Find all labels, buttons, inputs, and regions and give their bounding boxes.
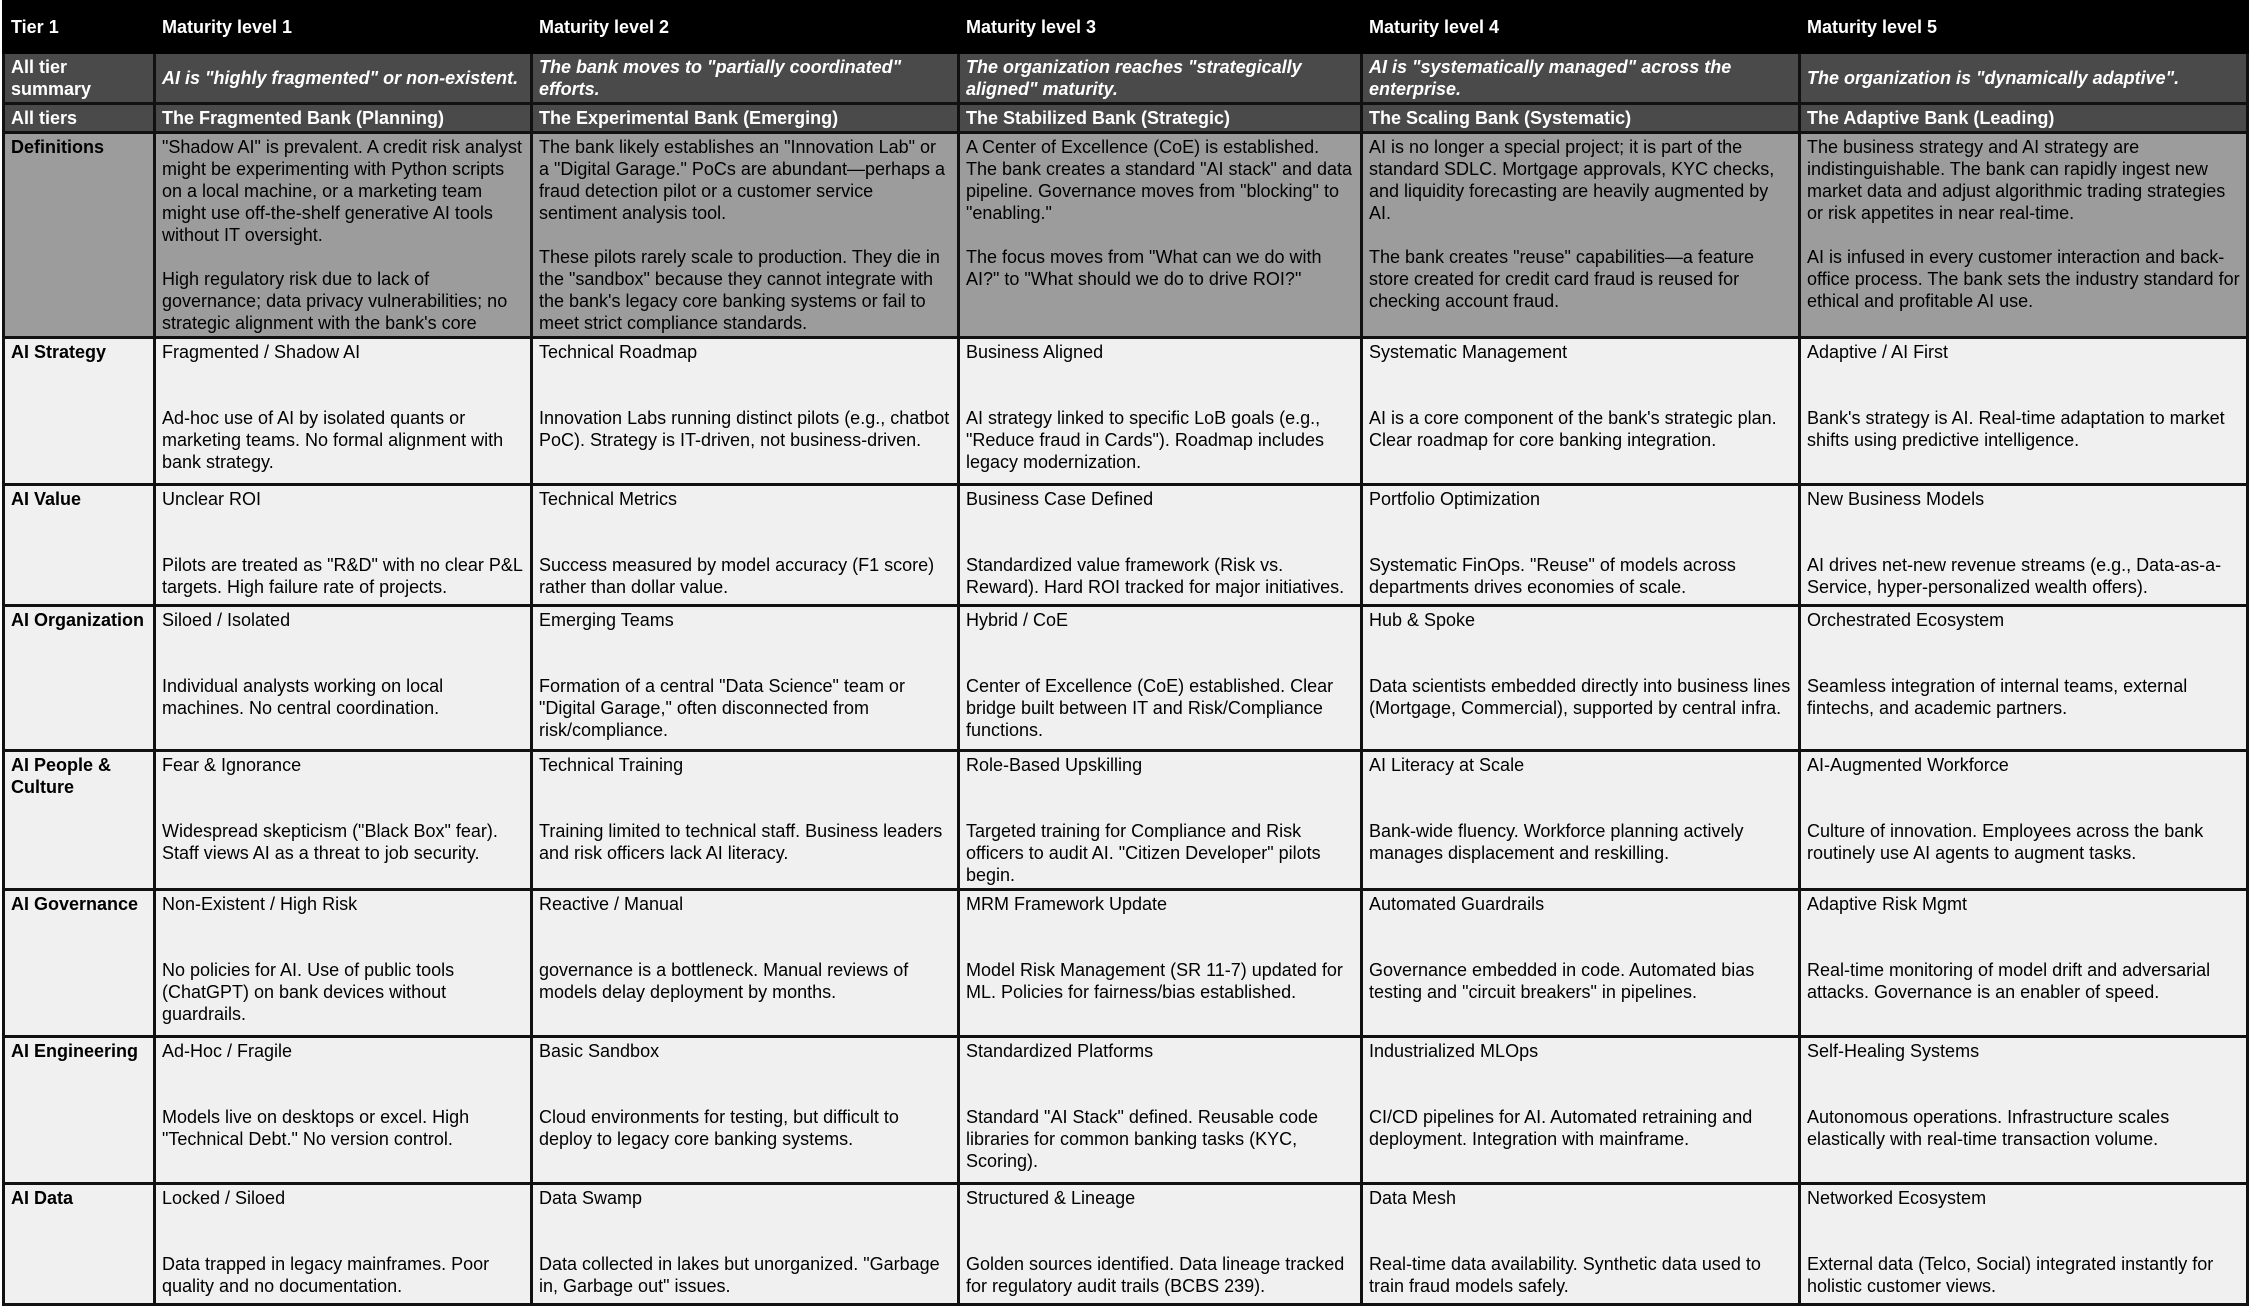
definition-paragraph: High regulatory risk due to lack of governance; data privacy vulnerabilities; no strategic alignment with the bank's core	[162, 269, 508, 333]
definition-cell	[532, 133, 959, 338]
cell-description: Success measured by model accuracy (F1 score) rather than dollar value.	[539, 555, 935, 597]
dimension-label: AI Engineering	[4, 1037, 155, 1184]
cell-description: Real-time monitoring of model drift and adversarial attacks. Governance is an enabler of speed.	[1807, 960, 2211, 1002]
cell-title: Technical Roadmap	[539, 342, 698, 362]
cell-description: AI drives net-new revenue streams (e.g., Data-as-a-Service, hyper-personalized wealth offers).	[1807, 555, 2222, 597]
cell-description: Formation of a central "Data Science" team or "Digital Garage," often disconnected from risk/compliance.	[539, 676, 905, 740]
ai-engineering-row	[4, 1037, 2248, 1184]
dimension-label: AI Organization	[4, 606, 155, 751]
dimension-cell	[532, 338, 959, 485]
cell-title: Portfolio Optimization	[1369, 489, 1541, 509]
dimension-cell	[1800, 606, 2248, 751]
cell-description: Standardized value framework (Risk vs. Reward). Hard ROI tracked for major initiatives.	[966, 555, 1345, 597]
cell-title: Self-Healing Systems	[1807, 1041, 1980, 1061]
definition-paragraph: The business strategy and AI strategy are indistinguishable. The bank can rapidly ingest new market data and adjust algorithmic trading strategies or risk appetites in near real-time.	[1807, 137, 2226, 223]
cell-description: CI/CD pipelines for AI. Automated retraining and deployment. Integration with mainframe.	[1369, 1107, 1753, 1149]
dimension-cell	[532, 1037, 959, 1184]
dimension-cell	[155, 751, 532, 890]
cell-title: Networked Ecosystem	[1807, 1188, 1987, 1208]
cell-description: Golden sources identified. Data lineage tracked for regulatory audit trails (BCBS 239).	[966, 1254, 1345, 1296]
cell-description: AI is a core component of the bank's strategic plan. Clear roadmap for core banking integration.	[1369, 408, 1777, 450]
cell-description: Targeted training for Compliance and Risk officers to audit AI. "Citizen Developer" pilots begin.	[966, 821, 1321, 885]
definition-paragraph: The focus moves from "What can we do with AI?" to "What should we do to drive ROI?"	[966, 247, 1322, 289]
maturity-matrix-table	[2, 0, 2249, 1306]
cell-description: No policies for AI. Use of public tools (ChatGPT) on bank devices without guardrails.	[162, 960, 455, 1024]
cell-description: Innovation Labs running distinct pilots (e.g., chatbot PoC). Strategy is IT-driven, not business-driven.	[539, 408, 950, 450]
dimension-cell	[1362, 1037, 1800, 1184]
cell-title: Emerging Teams	[539, 610, 674, 630]
dimension-cell	[155, 1037, 532, 1184]
dimension-cell	[532, 1184, 959, 1305]
cell-description: Governance embedded in code. Automated bias testing and "circuit breakers" in pipelines.	[1369, 960, 1755, 1002]
all-tiers-row	[4, 104, 2248, 133]
dimension-cell	[1800, 485, 2248, 606]
dimension-cell	[1800, 1184, 2248, 1305]
cell-title: Business Aligned	[966, 342, 1104, 362]
dimension-cell	[959, 751, 1362, 890]
dimension-cell	[959, 890, 1362, 1037]
maturity-level-3-header: Maturity level 3	[959, 2, 1362, 53]
cell-description: Training limited to technical staff. Business leaders and risk officers lack AI literacy.	[539, 821, 943, 863]
dimension-cell	[155, 890, 532, 1037]
cell-title: Standardized Platforms	[966, 1041, 1154, 1061]
dimension-cell	[1362, 606, 1800, 751]
dimension-label: AI People & Culture	[4, 751, 155, 890]
definition-paragraph: These pilots rarely scale to production. They die in the "sandbox" because they cannot integrate with the bank's legacy core banking systems or fail to meet strict compliance standards.	[539, 247, 940, 333]
cell-title: Technical Metrics	[539, 489, 678, 509]
summary-row	[4, 53, 2248, 104]
cell-title: Locked / Siloed	[162, 1188, 286, 1208]
tier-header: Tier 1	[4, 2, 155, 53]
cell-description: Center of Excellence (CoE) established. Clear bridge built between IT and Risk/Compliance functions.	[966, 676, 1334, 740]
all-tiers-cell: The Stabilized Bank (Strategic)	[959, 104, 1362, 133]
cell-title: Industrialized MLOps	[1369, 1041, 1539, 1061]
definition-paragraph: AI is infused in every customer interaction and back-office process. The bank sets the industry standard for ethical and profitable AI use.	[1807, 247, 2240, 311]
cell-description: Bank-wide fluency. Workforce planning actively manages displacement and reskilling.	[1369, 821, 1744, 863]
dimension-cell	[959, 1037, 1362, 1184]
cell-title: Adaptive / AI First	[1807, 342, 1949, 362]
cell-description: Standard "AI Stack" defined. Reusable code libraries for common banking tasks (KYC, Scoring).	[966, 1107, 1319, 1171]
definition-paragraph: The bank likely establishes an "Innovation Lab" or a "Digital Garage." PoCs are abundant—perhaps a fraud detection pilot or a customer service sentiment analysis tool.	[539, 137, 946, 223]
cell-description: AI strategy linked to specific LoB goals (e.g., "Reduce fraud in Cards"). Roadmap includes legacy modernization.	[966, 408, 1324, 472]
definition-cell	[155, 133, 532, 338]
summary-cell: The organization reaches "strategically aligned" maturity.	[959, 53, 1362, 104]
cell-description: Real-time data availability. Synthetic data used to train fraud models safely.	[1369, 1254, 1761, 1296]
cell-description: Bank's strategy is AI. Real-time adaptation to market shifts using predictive intelligence.	[1807, 408, 2225, 450]
cell-title: Technical Training	[539, 755, 684, 775]
dimension-cell	[959, 1184, 1362, 1305]
cell-description: Pilots are treated as "R&D" with no clear P&L targets. High failure rate of projects.	[162, 555, 523, 597]
cell-description: governance is a bottleneck. Manual reviews of models delay deployment by months.	[539, 960, 909, 1002]
dimension-cell	[532, 890, 959, 1037]
summary-label: All tier summary	[4, 53, 155, 104]
cell-title: AI Literacy at Scale	[1369, 755, 1525, 775]
cell-title: Basic Sandbox	[539, 1041, 660, 1061]
maturity-level-2-header: Maturity level 2	[532, 2, 959, 53]
cell-title: Systematic Management	[1369, 342, 1568, 362]
cell-description: Data scientists embedded directly into business lines (Mortgage, Commercial), supported by central infra.	[1369, 676, 1791, 718]
dimension-label: AI Value	[4, 485, 155, 606]
ai-value-row	[4, 485, 2248, 606]
definition-paragraph: "Shadow AI" is prevalent. A credit risk analyst might be experimenting with Python scripts on a local machine, or a marketing team might use off-the-shelf generative AI tools without IT oversight.	[162, 137, 522, 245]
dimension-label: AI Governance	[4, 890, 155, 1037]
cell-description: Seamless integration of internal teams, external fintechs, and academic partners.	[1807, 676, 2188, 718]
cell-title: Business Case Defined	[966, 489, 1154, 509]
ai-people-culture-row	[4, 751, 2248, 890]
cell-title: New Business Models	[1807, 489, 1985, 509]
cell-description: Cloud environments for testing, but difficult to deploy to legacy core banking systems.	[539, 1107, 899, 1149]
definition-paragraph: AI is no longer a special project; it is part of the standard SDLC. Mortgage approvals, KYC checks, and liquidity forecasting are heavily augmented by AI.	[1369, 137, 1775, 223]
dimension-cell	[155, 606, 532, 751]
all-tiers-cell: The Experimental Bank (Emerging)	[532, 104, 959, 133]
cell-title: Automated Guardrails	[1369, 894, 1545, 914]
cell-description: Data trapped in legacy mainframes. Poor quality and no documentation.	[162, 1254, 490, 1296]
cell-title: Data Swamp	[539, 1188, 643, 1208]
dimension-cell	[1800, 1037, 2248, 1184]
definition-cell	[1800, 133, 2248, 338]
dimension-cell	[1362, 1184, 1800, 1305]
cell-description: Culture of innovation. Employees across the bank routinely use AI agents to augment tasks.	[1807, 821, 2204, 863]
dimension-cell	[155, 485, 532, 606]
dimension-cell	[1362, 751, 1800, 890]
header-row	[4, 2, 2248, 53]
cell-description: Model Risk Management (SR 11-7) updated for ML. Policies for fairness/bias established.	[966, 960, 1343, 1002]
cell-title: Siloed / Isolated	[162, 610, 291, 630]
dimension-cell	[1362, 338, 1800, 485]
all-tiers-label: All tiers	[4, 104, 155, 133]
cell-description: Autonomous operations. Infrastructure scales elastically with real-time transaction volume.	[1807, 1107, 2170, 1149]
dimension-cell	[532, 606, 959, 751]
definition-paragraph: A Center of Excellence (CoE) is established. The bank creates a standard "AI stack" and data pipeline. Governance moves from "blocking" to "enabling."	[966, 137, 1353, 223]
cell-title: Hybrid / CoE	[966, 610, 1069, 630]
dimension-cell	[1800, 890, 2248, 1037]
ai-governance-row	[4, 890, 2248, 1037]
cell-title: Fragmented / Shadow AI	[162, 342, 361, 362]
cell-title: Ad-Hoc / Fragile	[162, 1041, 293, 1061]
cell-title: Unclear ROI	[162, 489, 262, 509]
dimension-cell	[1800, 751, 2248, 890]
definition-cell	[1362, 133, 1800, 338]
ai-organization-row	[4, 606, 2248, 751]
cell-description: Widespread skepticism ("Black Box" fear). Staff views AI as a threat to job security.	[162, 821, 498, 863]
summary-cell: AI is "systematically managed" across the enterprise.	[1362, 53, 1800, 104]
dimension-cell	[959, 485, 1362, 606]
dimension-cell	[532, 485, 959, 606]
cell-title: MRM Framework Update	[966, 894, 1168, 914]
cell-description: Systematic FinOps. "Reuse" of models across departments drives economies of scale.	[1369, 555, 1736, 597]
maturity-level-4-header: Maturity level 4	[1362, 2, 1800, 53]
ai-strategy-row	[4, 338, 2248, 485]
definitions-label: Definitions	[4, 133, 155, 338]
cell-title: Reactive / Manual	[539, 894, 684, 914]
dimension-cell	[155, 338, 532, 485]
definition-paragraph: The bank creates "reuse" capabilities—a feature store created for credit card fraud is reused for checking account fraud.	[1369, 247, 1754, 311]
maturity-level-1-header: Maturity level 1	[155, 2, 532, 53]
dimension-cell	[1362, 890, 1800, 1037]
dimension-cell	[1800, 338, 2248, 485]
dimension-label: AI Strategy	[4, 338, 155, 485]
summary-cell: The bank moves to "partially coordinated" efforts.	[532, 53, 959, 104]
cell-description: Data collected in lakes but unorganized. "Garbage in, Garbage out" issues.	[539, 1254, 940, 1296]
cell-title: Role-Based Upskilling	[966, 755, 1143, 775]
ai-data-row	[4, 1184, 2248, 1305]
cell-title: Data Mesh	[1369, 1188, 1457, 1208]
all-tiers-cell: The Adaptive Bank (Leading)	[1800, 104, 2248, 133]
summary-cell: AI is "highly fragmented" or non-existent.	[155, 53, 532, 104]
cell-title: Fear & Ignorance	[162, 755, 302, 775]
dimension-cell	[1362, 485, 1800, 606]
dimension-cell	[155, 1184, 532, 1305]
cell-description: Ad-hoc use of AI by isolated quants or marketing teams. No formal alignment with bank strategy.	[162, 408, 504, 472]
dimension-cell	[532, 751, 959, 890]
cell-title: Hub & Spoke	[1369, 610, 1476, 630]
cell-title: Orchestrated Ecosystem	[1807, 610, 2005, 630]
cell-description: Individual analysts working on local machines. No central coordination.	[162, 676, 444, 718]
cell-title: Non-Existent / High Risk	[162, 894, 358, 914]
all-tiers-cell: The Scaling Bank (Systematic)	[1362, 104, 1800, 133]
dimension-cell	[959, 338, 1362, 485]
cell-title: AI-Augmented Workforce	[1807, 755, 2009, 775]
dimension-label: AI Data	[4, 1184, 155, 1305]
cell-description: External data (Telco, Social) integrated instantly for holistic customer views.	[1807, 1254, 2214, 1296]
cell-title: Structured & Lineage	[966, 1188, 1136, 1208]
cell-description: Models live on desktops or excel. High "Technical Debt." No version control.	[162, 1107, 470, 1149]
dimension-cell	[959, 606, 1362, 751]
all-tiers-cell: The Fragmented Bank (Planning)	[155, 104, 532, 133]
definition-cell	[959, 133, 1362, 338]
maturity-level-5-header: Maturity level 5	[1800, 2, 2248, 53]
summary-cell: The organization is "dynamically adaptive".	[1800, 53, 2248, 104]
definitions-row	[4, 133, 2248, 338]
cell-title: Adaptive Risk Mgmt	[1807, 894, 1968, 914]
